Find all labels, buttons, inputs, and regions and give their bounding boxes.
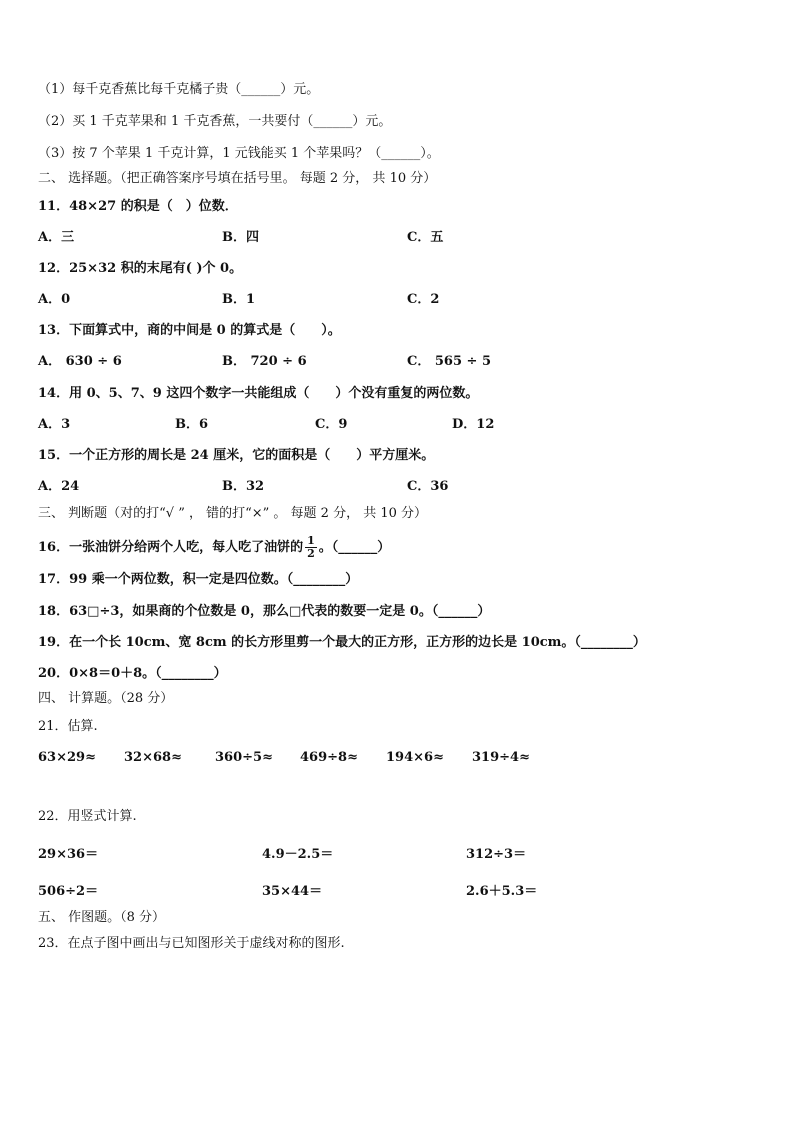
question-15: 15．一个正方形的周长是 24 厘米，它的面积是（ ）平方厘米。 xyxy=(38,448,435,463)
vertical-calc-item: 35×44＝ xyxy=(262,884,323,899)
section-calc-heading: 四、 计算题。（28 分） xyxy=(38,691,174,706)
section-drawing-heading: 五、 作图题。（8 分） xyxy=(38,910,166,925)
question-13: 13．下面算式中，商的中间是 0 的算式是（ ）。 xyxy=(38,323,341,338)
vertical-calc-item: 506÷2＝ xyxy=(38,884,99,899)
section-judge-heading: 三、 判断题（对的打“√ ” ， 错的打“×” 。 每题 2 分， 共 10 分） xyxy=(38,506,428,521)
question-23: 23．在点子图中画出与已知图形关于虚线对称的图形. xyxy=(38,936,345,951)
estimate-item: 469÷8≈ xyxy=(300,750,358,765)
q14-option-a: A．3 xyxy=(38,417,71,432)
question-16 xyxy=(38,535,390,560)
vertical-calc-item: 4.9－2.5＝ xyxy=(262,847,334,862)
fraction-one-half xyxy=(305,535,317,560)
section-choice-heading: 二、 选择题。（把正确答案序号填在括号里。 每题 2 分， 共 10 分） xyxy=(38,171,437,186)
estimate-item: 360÷5≈ xyxy=(215,750,273,765)
question-14: 14．用 0、5、7、9 这四个数字一共能组成（ ）个没有重复的两位数。 xyxy=(38,386,479,401)
q14-option-b: B．6 xyxy=(175,417,209,432)
q11-option-c: C．五 xyxy=(407,230,444,245)
vertical-calc-item: 29×36＝ xyxy=(38,847,99,862)
vertical-calc-item: 312÷3＝ xyxy=(466,847,527,862)
question-22: 22．用竖式计算. xyxy=(38,809,137,824)
q13-option-c: C． 565 ÷ 5 xyxy=(407,354,491,369)
question-19: 19．在一个长 10cm、宽 8cm 的长方形里剪一个最大的正方形，正方形的边长是 10cm。（________） xyxy=(38,635,646,650)
q16-text: 16．一张油饼分给两个人吃，每人吃了油饼的 xyxy=(38,540,304,555)
q16-blank: 。（______） xyxy=(318,540,391,555)
question-21: 21．估算. xyxy=(38,719,98,734)
sub-question-1: （1）每千克香蕉比每千克橘子贵（______）元。 xyxy=(38,82,320,97)
vertical-calc-item: 2.6＋5.3＝ xyxy=(466,884,538,899)
estimate-item: 194×6≈ xyxy=(386,750,444,765)
sub-question-2: （2）买 1 千克苹果和 1 千克香蕉，一共要付（______）元。 xyxy=(38,114,392,129)
estimate-item: 319÷4≈ xyxy=(472,750,530,765)
q15-option-a: A．24 xyxy=(38,479,80,494)
q13-option-b: B． 720 ÷ 6 xyxy=(222,354,307,369)
q12-option-a: A．0 xyxy=(38,292,71,307)
fraction-denominator: 2 xyxy=(307,547,315,560)
sub-question-3: （3）按 7 个苹果 1 千克计算，1 元钱能买 1 个苹果吗？（______）。 xyxy=(38,146,440,161)
q11-option-b: B．四 xyxy=(222,230,259,245)
question-11: 11．48×27 的积是（ ）位数． xyxy=(38,199,238,214)
q14-option-c: C．9 xyxy=(315,417,348,432)
question-17: 17．99 乘一个两位数，积一定是四位数。（________） xyxy=(38,572,359,587)
q12-option-c: C．2 xyxy=(407,292,440,307)
q11-option-a: A．三 xyxy=(38,230,75,245)
q15-option-c: C．36 xyxy=(407,479,449,494)
question-12: 12．25×32 积的末尾有( )个 0。 xyxy=(38,261,243,276)
estimate-item: 63×29≈ xyxy=(38,750,96,765)
q12-option-b: B．1 xyxy=(222,292,256,307)
q14-option-d: D．12 xyxy=(452,417,495,432)
question-20: 20．0×8＝0＋8。（________） xyxy=(38,666,227,681)
fraction-numerator: 1 xyxy=(307,534,315,547)
q13-option-a: A． 630 ÷ 6 xyxy=(38,354,122,369)
question-18: 18．63□÷3，如果商的个位数是 0，那么□代表的数要一定是 0。（______） xyxy=(38,604,491,619)
estimate-item: 32×68≈ xyxy=(124,750,182,765)
q15-option-b: B．32 xyxy=(222,479,265,494)
